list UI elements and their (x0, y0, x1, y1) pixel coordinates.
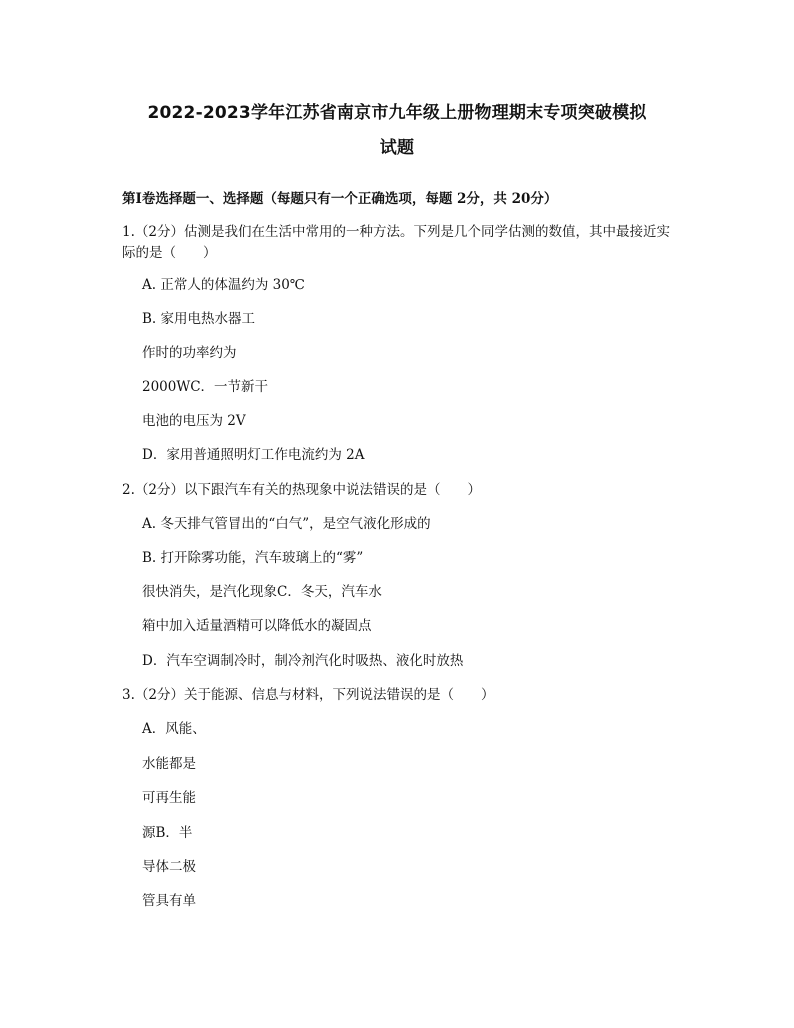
question-1-option-a: A. 正常人的体温约为 30℃ (142, 277, 305, 293)
question-2-option-b: B. 打开除雾功能，汽车玻璃上的“雾” (142, 550, 364, 566)
question-2-option-a: A. 冬天排气管冒出的“白气”，是空气液化形成的 (142, 516, 431, 532)
question-3-option-b-cont-2: 管具有单 (142, 893, 196, 909)
question-2-option-c-cont: 箱中加入适量酒精可以降低水的凝固点 (142, 618, 372, 634)
question-1-option-b: B. 家用电热水器工 (142, 311, 256, 327)
question-3-stem: 3.（2分）关于能源、信息与材料，下列说法错误的是（ ） (122, 687, 495, 703)
question-1-option-b-cont: 作时的功率约为 (142, 345, 237, 361)
question-3-option-a: A．风能、 (142, 721, 206, 737)
question-2-option-d: D．汽车空调制冷时，制冷剂汽化时吸热、液化时放热 (142, 653, 464, 669)
question-3-option-a-cont-1: 水能都是 (142, 756, 196, 772)
document-title-line-2: 试题 (379, 138, 415, 158)
question-3-option-b: 源B．半 (142, 825, 193, 841)
question-3-option-b-cont-1: 导体二极 (142, 859, 196, 875)
question-1-option-d: D．家用普通照明灯工作电流约为 2A (142, 447, 365, 463)
question-3-option-a-cont-2: 可再生能 (142, 790, 196, 806)
question-2-stem: 2.（2分）以下跟汽车有关的热现象中说法错误的是（ ） (122, 482, 481, 498)
question-1-option-c: 2000WC．一节新干 (142, 379, 269, 395)
question-1-option-c-cont: 电池的电压为 2V (142, 413, 246, 429)
section-heading: 第Ⅰ卷选择题一、选择题（每题只有一个正确选项，每题 2分，共 20分） (122, 191, 558, 207)
document-title-line-1: 2022-2023学年江苏省南京市九年级上册物理期末专项突破模拟 (147, 103, 647, 123)
question-1-stem-line-1: 1.（2分）估测是我们在生活中常用的一种方法。下列是几个同学估测的数值，其中最接近实 (122, 224, 670, 240)
question-1-stem-line-2: 际的是（ ） (122, 245, 217, 261)
question-2-option-b-cont: 很快消失，是汽化现象C．冬天，汽车水 (142, 584, 382, 600)
